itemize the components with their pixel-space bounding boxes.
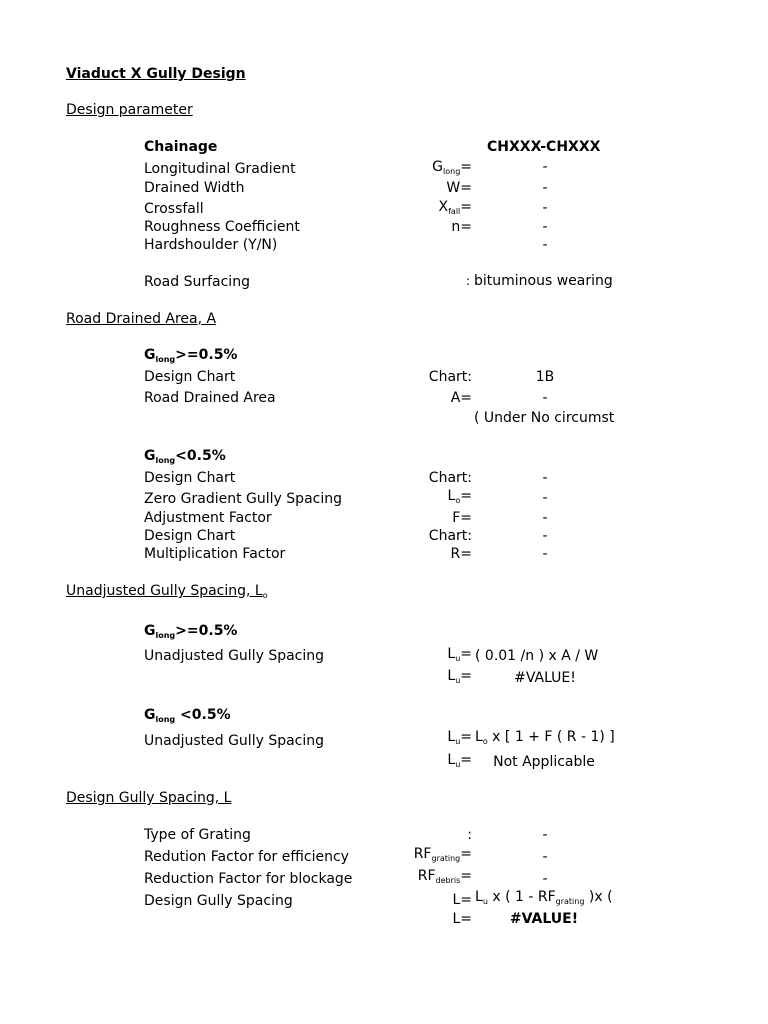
type-of-grating-label: Type of Grating bbox=[144, 827, 251, 843]
section-heading-road-drained-area: Road Drained Area, A bbox=[66, 311, 217, 327]
design-chart-lt-label: Design Chart bbox=[144, 470, 236, 486]
document-title: Viaduct X Gully Design bbox=[66, 66, 246, 82]
section-heading-design-parameter: Design parameter bbox=[66, 102, 193, 118]
roughness-coefficient-label: Roughness Coefficient bbox=[144, 219, 300, 235]
drained-width-label: Drained Width bbox=[144, 180, 245, 196]
zero-gradient-gully-spacing-label: Zero Gradient Gully Spacing bbox=[144, 491, 342, 507]
longitudinal-gradient-symbol: $G_{long}=$ bbox=[432, 159, 472, 176]
gradient-lt-condition-heading: $G_{long}<0.5\%$ bbox=[144, 448, 226, 465]
design-gully-spacing-label: Design Gully Spacing bbox=[144, 893, 293, 909]
design-chart-2-label: Design Chart bbox=[144, 528, 236, 544]
design-gully-spacing-formula-symbol: L= bbox=[452, 892, 472, 908]
zero-gradient-gully-spacing-symbol: $L_o=$ bbox=[447, 488, 472, 505]
longitudinal-gradient-value: - bbox=[542, 159, 548, 175]
zero-gradient-gully-spacing-value: - bbox=[542, 490, 548, 506]
drained-width-value: - bbox=[542, 180, 548, 196]
blockage-reduction-label: Reduction Factor for blockage bbox=[144, 871, 353, 887]
multiplication-factor-value: - bbox=[542, 546, 548, 562]
unadjusted-lt-formula-symbol: $L_u=$ bbox=[447, 729, 472, 746]
road-surfacing-label: Road Surfacing bbox=[144, 274, 250, 290]
drained-width-symbol: W= bbox=[446, 180, 472, 196]
type-of-grating-separator: : bbox=[467, 827, 472, 843]
crossfall-symbol: $X_{fall}=$ bbox=[438, 199, 472, 216]
design-chart-lt-symbol: Chart: bbox=[428, 470, 472, 486]
chainage-value: CHXXX-CHXXX bbox=[487, 139, 601, 155]
unadjusted-lt-label: Unadjusted Gully Spacing bbox=[144, 733, 325, 749]
unadjusted-ge-label: Unadjusted Gully Spacing bbox=[144, 648, 325, 664]
gradient-ge-condition-heading: $G_{long}>=0.5\%$ bbox=[144, 347, 238, 364]
crossfall-value: - bbox=[542, 200, 548, 216]
design-chart-2-value: - bbox=[542, 528, 548, 544]
road-drained-area-label: Road Drained Area bbox=[144, 390, 276, 406]
unadjusted-ge-result-symbol: $L_u=$ bbox=[447, 668, 472, 685]
design-chart-symbol: Chart: bbox=[428, 369, 472, 385]
unadjusted-ge-formula: ( 0.01 /n ) x A / W bbox=[475, 648, 599, 664]
efficiency-reduction-symbol: $RF_{grating}=$ bbox=[413, 846, 472, 863]
road-drained-area-symbol: A= bbox=[450, 390, 472, 406]
road-surfacing-value: bituminous wearing bbox=[474, 273, 613, 289]
unadjusted-lt-condition-heading: $G_{long} <0.5\%$ bbox=[144, 707, 231, 724]
adjustment-factor-value: - bbox=[542, 510, 548, 526]
roughness-coefficient-symbol: n= bbox=[451, 219, 472, 235]
blockage-reduction-value: - bbox=[542, 871, 548, 887]
unadjusted-lt-formula: $L_o$ x [ 1 + F ( R - 1) ] bbox=[475, 729, 615, 746]
design-gully-spacing-result-value: #VALUE! bbox=[509, 911, 579, 927]
unadjusted-ge-condition-heading: $G_{long}>=0.5\%$ bbox=[144, 623, 238, 640]
road-drained-area-note: ( Under No circumst bbox=[474, 410, 615, 426]
hardshoulder-value: - bbox=[542, 237, 548, 253]
section-heading-unadjusted-gully-spacing: Unadjusted Gully Spacing, $L_o$ bbox=[66, 583, 268, 600]
design-chart-lt-value: - bbox=[542, 470, 548, 486]
adjustment-factor-label: Adjustment Factor bbox=[144, 510, 272, 526]
adjustment-factor-symbol: F= bbox=[452, 510, 472, 526]
design-chart-2-symbol: Chart: bbox=[428, 528, 472, 544]
unadjusted-ge-formula-symbol: $L_u=$ bbox=[447, 646, 472, 663]
longitudinal-gradient-label: Longitudinal Gradient bbox=[144, 161, 296, 177]
hardshoulder-label: Hardshoulder (Y/N) bbox=[144, 237, 278, 253]
type-of-grating-value: - bbox=[542, 827, 548, 843]
chainage-label: Chainage bbox=[144, 139, 218, 155]
crossfall-label: Crossfall bbox=[144, 201, 204, 217]
multiplication-factor-label: Multiplication Factor bbox=[144, 546, 286, 562]
blockage-reduction-symbol: $RF_{debris}=$ bbox=[417, 868, 472, 885]
section-heading-design-gully-spacing: Design Gully Spacing, L bbox=[66, 790, 232, 806]
unadjusted-lt-result-symbol: $L_u=$ bbox=[447, 752, 472, 769]
design-chart-label: Design Chart bbox=[144, 369, 236, 385]
efficiency-reduction-value: - bbox=[542, 849, 548, 865]
design-chart-value: 1B bbox=[535, 369, 555, 385]
road-surfacing-separator: : bbox=[466, 274, 471, 288]
unadjusted-lt-result-value: Not Applicable bbox=[493, 754, 595, 770]
efficiency-reduction-label: Redution Factor for efficiency bbox=[144, 849, 349, 865]
road-drained-area-value: - bbox=[542, 390, 548, 406]
design-gully-spacing-formula: $L_u$ x ( $1 - RF_{grating}$ )x ( bbox=[475, 889, 613, 906]
unadjusted-ge-result-value: #VALUE! bbox=[514, 670, 576, 686]
roughness-coefficient-value: - bbox=[542, 219, 548, 235]
design-gully-spacing-result-symbol: L= bbox=[452, 911, 472, 927]
multiplication-factor-symbol: R= bbox=[450, 546, 472, 562]
